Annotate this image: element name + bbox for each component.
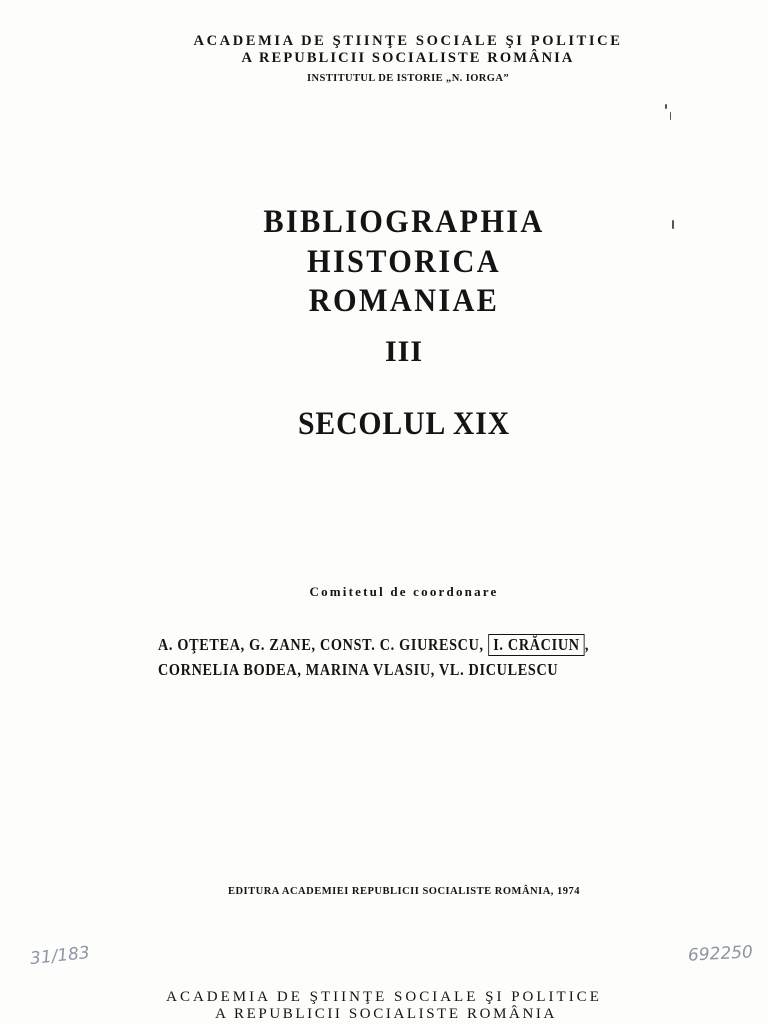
title-line-2: HISTORICA xyxy=(307,244,501,280)
committee-members-line-2: CORNELIA BODEA, MARINA VLASIU, VL. DICULESCU xyxy=(158,660,559,679)
scan-speck xyxy=(665,104,667,109)
scan-speck xyxy=(672,220,674,229)
footer-republic-line: A REPUBLICII SOCIALISTE ROMÂNIA xyxy=(215,1006,557,1022)
title-line-3: ROMANIAE xyxy=(308,283,500,319)
republic-name-line: A REPUBLICII SOCIALISTE ROMÂNIA xyxy=(241,50,575,66)
committee-members-line-1 xyxy=(158,634,589,656)
academy-name-line: ACADEMIA DE ŞTIINŢE SOCIALE ŞI POLITICE xyxy=(193,33,623,49)
volume-number: III xyxy=(384,335,424,368)
scan-speck xyxy=(670,112,671,120)
handwritten-shelfmark-left: 31/183 xyxy=(29,942,91,970)
title-line-1: BIBLIOGRAPHIA xyxy=(263,204,545,240)
subtitle: SECOLUL XIX xyxy=(297,406,511,442)
institute-name: INSTITUTUL DE ISTORIE „N. IORGA” xyxy=(307,73,509,84)
members-before-box: A. OŢETEA, G. ZANE, CONST. C. GIURESCU, xyxy=(158,635,484,654)
members-after-box: , xyxy=(584,635,590,654)
boxed-member-name: I. CRĂCIUN xyxy=(488,634,585,656)
footer-academy-line: ACADEMIA DE ŞTIINŢE SOCIALE ŞI POLITICE xyxy=(166,989,602,1005)
publisher-line: EDITURA ACADEMIEI REPUBLICII SOCIALISTE ROMÂNIA, 1974 xyxy=(227,886,581,897)
committee-label: Comitetul de coordonare xyxy=(309,584,499,599)
handwritten-shelfmark-right: 692250 xyxy=(687,942,754,966)
